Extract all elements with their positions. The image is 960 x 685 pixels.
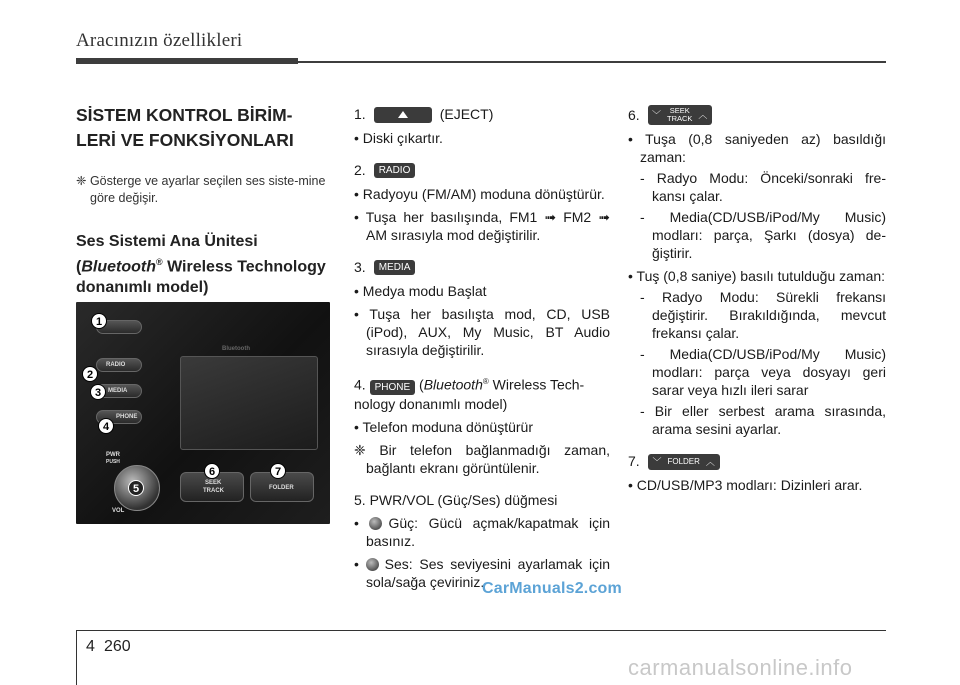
chevron-down-icon: ﹀ <box>651 110 661 120</box>
head-unit-screen <box>180 356 318 450</box>
item-6-dash-5: - Bir eller serbest arama sırasında, arama sesini ayarlar. <box>640 403 886 437</box>
item-2-bullet-1: • Radyoyu (FM/AM) moduna dönüştürür. <box>354 186 605 202</box>
item-5-bullet-1: • Güç: Gücü açmak/kapatmak için basınız. <box>354 514 610 549</box>
header-rule-thick <box>76 58 298 64</box>
item-5-bullet-1-text: Güç: Gücü açmak/kapatmak için basınız. <box>366 514 610 549</box>
left-column <box>76 103 331 298</box>
callout-4: 4 <box>98 418 114 434</box>
knob-icon <box>366 558 379 571</box>
item-2-number: 2. <box>354 162 366 178</box>
item-6-dash-2: - Media(CD/USB/iPod/My Music) modları: parça, Şarkı (dosya) de-ğiştirir. <box>640 209 886 261</box>
footer-vertical-rule <box>76 630 77 685</box>
seek-track-button-icon <box>648 105 712 125</box>
eject-button-icon <box>374 107 432 123</box>
item-1-label: (EJECT) <box>439 106 494 122</box>
item-3-heading <box>354 258 610 277</box>
item-4-heading <box>354 373 610 413</box>
item-2-heading <box>354 161 610 180</box>
item-4-bt: Bluetooth <box>423 376 483 393</box>
media-button-badge: MEDIA <box>374 260 416 275</box>
right-column <box>628 105 886 494</box>
callout-7: 7 <box>270 463 286 479</box>
item-7-number: 7. <box>628 453 640 469</box>
watermark-link[interactable]: CarManuals2.com <box>482 580 622 597</box>
item-5-bullet-2: • Ses: Ses seviyesini ayarlamak için sola/sağa çeviriniz. <box>354 555 610 590</box>
item-6-dash-3: - Radyo Modu: Sürekli frekansı değiştirir. Bırakıldığında, mevcut frekansı çalar. <box>640 289 886 341</box>
item-6-bullet-1: • Tuşa (0,8 saniyeden az) basıldığı zaman: <box>628 131 886 165</box>
item-4-bullet-1: • Telefon moduna dönüştürür <box>354 418 533 435</box>
knob-icon <box>369 517 382 530</box>
item-4-note: ❈ Bir telefon bağlanmadığı zaman, bağlantı ekranı görüntülenir. <box>354 441 610 476</box>
photo-label-pwr: PWR <box>106 452 120 458</box>
callout-1: 1 <box>91 313 107 329</box>
folder-button-icon <box>648 454 720 470</box>
item-3-bullet-2: • Tuşa her basılışta mod, CD, USB (iPod), AUX, My Music, BT Audio sırasıyla değiştirilir. <box>354 306 610 358</box>
callout-6: 6 <box>204 463 220 479</box>
track-label: TRACK <box>666 114 693 123</box>
subsection-title-part1: Ses Sistemi Ana Ünitesi <box>76 233 258 250</box>
item-5-bullet-2-text: Ses: Ses seviyesini ayarlamak için sola/sağa çeviriniz. <box>366 555 610 590</box>
section-note: ❈ Gösterge ve ayarlar seçilen ses siste-mine göre değişir. <box>76 174 326 205</box>
photo-label-folder: FOLDER <box>269 485 294 491</box>
section-title: SİSTEM KONTROL BİRİM-LERİ VE FONKSİYONLARI <box>76 105 294 150</box>
item-4-reg: ® <box>482 377 489 386</box>
callout-2: 2 <box>82 366 98 382</box>
phone-button-badge: PHONE <box>370 380 416 395</box>
item-6-bullet-2: • Tuş (0,8 saniye) basılı tutulduğu zaman: <box>628 268 886 284</box>
page-number: 260 <box>104 638 131 655</box>
eject-icon <box>398 111 408 118</box>
item-4-paren: ( <box>419 376 424 393</box>
registered-mark: ® <box>155 257 163 267</box>
subsection-title-bt: Bluetooth <box>81 258 156 276</box>
middle-column <box>354 105 610 591</box>
photo-label-media: MEDIA <box>108 388 128 394</box>
item-1-number: 1. <box>354 106 366 122</box>
item-6-dash-4: - Media(CD/USB/iPod/My Music) modları: parça veya dosyayı geri sarar veya hızlı ileri sarar <box>640 346 886 398</box>
item-2-bullet-2: • Tuşa her basılışında, FM1 ➟ FM2 ➟ AM sırasıyla mod değiştirilir. <box>354 209 610 243</box>
item-7-heading <box>628 452 886 471</box>
photo-label-vol: VOL <box>112 508 125 514</box>
chevron-up-icon: ︿ <box>698 110 708 120</box>
item-6-dash-1: - Radyo Modu: Önceki/sonraki fre-kansı çalar. <box>640 170 886 204</box>
item-5-heading: 5. PWR/VOL (Güç/Ses) düğmesi <box>354 491 558 508</box>
head-unit-photo <box>76 302 330 524</box>
item-3-number: 3. <box>354 259 366 275</box>
callout-5: 5 <box>128 480 144 496</box>
photo-label-seek: SEEK <box>205 480 222 486</box>
chapter-number: 4 <box>86 638 95 655</box>
chevron-up-icon: ︿ <box>705 456 715 467</box>
photo-label-track: TRACK <box>203 488 224 494</box>
photo-label-phone: PHONE <box>116 414 138 420</box>
item-3-bullet-1: • Medya modu Başlat <box>354 283 487 299</box>
seek-label: SEEK <box>669 106 690 115</box>
chevron-down-icon: ﹀ <box>652 456 662 467</box>
photo-label-bluetooth: Bluetooth <box>222 346 250 352</box>
item-6-number: 6. <box>628 106 640 123</box>
subsection-title-part2: Wireless Technology donanımlı model) <box>76 258 326 297</box>
item-6-heading <box>628 105 886 125</box>
footer-rule <box>76 630 886 631</box>
radio-button-badge: RADIO <box>374 163 416 178</box>
photo-label-radio: RADIO <box>106 362 126 368</box>
item-4-rest: Wireless Tech-nology donanımlı model) <box>354 376 585 412</box>
subsection-title: Ses Sistemi Ana Ünitesi (Bluetooth® Wireless Technology donanımlı model) <box>76 233 326 297</box>
header-rule-thin <box>298 61 886 63</box>
item-1-heading <box>354 105 610 124</box>
item-1-bullet-1: • Diski çıkartır. <box>354 130 443 146</box>
callout-3: 3 <box>90 384 106 400</box>
item-7-bullet-1: • CD/USB/MP3 modları: Dizinleri arar. <box>628 477 863 493</box>
footer-watermark: carmanualsonline.info <box>628 655 853 680</box>
photo-label-push: PUSH <box>106 459 120 465</box>
item-4-number: 4. <box>354 376 366 393</box>
folder-label: FOLDER <box>667 456 700 466</box>
page-header-title: Aracınızın özellikleri <box>76 30 243 51</box>
